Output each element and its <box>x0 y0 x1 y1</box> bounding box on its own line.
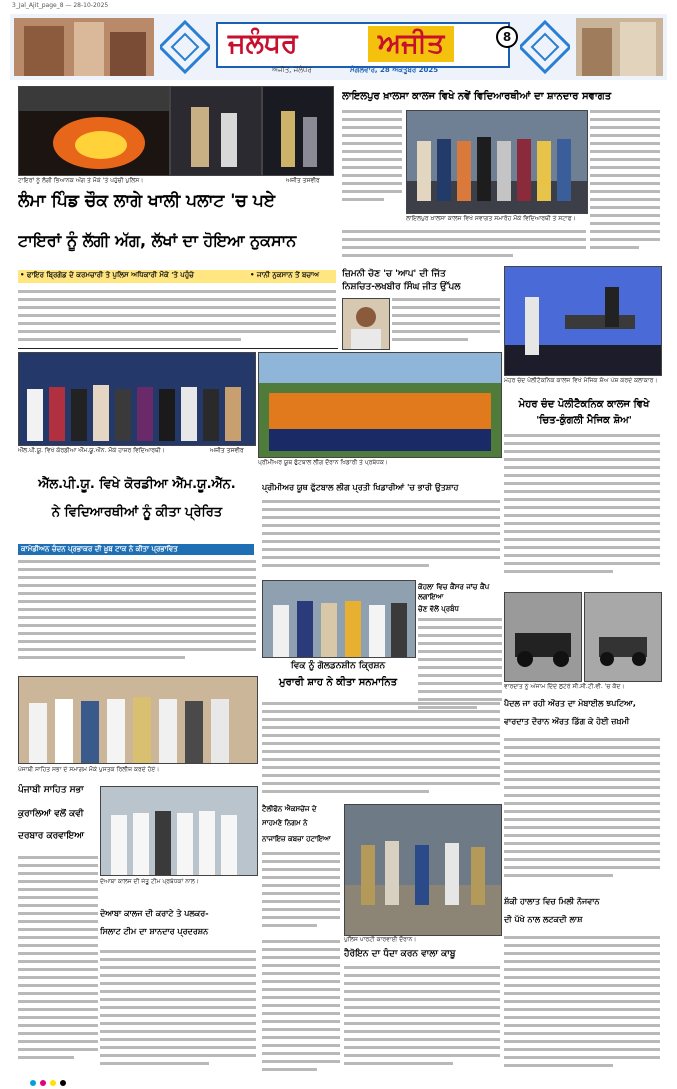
fire-subheads <box>18 270 336 283</box>
khalsa-body-left <box>342 110 402 210</box>
election-headline-2: ਨਿਸ਼ਚਿਤ-ਲਖਬੀਰ ਸਿੰਘ ਜੀਤ ਉੱਪਲ <box>342 282 461 292</box>
masthead <box>10 14 667 80</box>
election-headline-1: ਜ਼ਿਮਨੀ ਚੋਣ 'ਚ 'ਆਪ' ਦੀ ਜਿੱਤ <box>342 269 446 279</box>
magic-body <box>504 434 660 584</box>
reg-mark-yellow <box>50 1080 56 1086</box>
khalsa-body-bottom <box>342 230 586 262</box>
punjabi-sabha-body <box>18 856 98 1076</box>
building-body <box>262 852 340 932</box>
heroin-photo <box>344 804 502 936</box>
punjabi-sabha-photo <box>18 676 258 764</box>
reg-mark-magenta <box>40 1080 46 1086</box>
magic-show-photo <box>504 266 662 376</box>
body-found-body <box>504 936 660 1076</box>
fire-photographer: ਅਜੀਤ ਤਸਵੀਰ <box>286 177 320 184</box>
building-headline-1: ਟੈਲੀਫੋਨ ਐਕਸਚੇਂਜ ਦੇ <box>262 805 317 813</box>
masthead-right-photo <box>576 18 663 76</box>
page-number: 8 <box>496 26 518 48</box>
building-body-more <box>262 940 340 1076</box>
cordia-photographer: ਅਜੀਤ ਤਸਵੀਰ <box>210 447 244 454</box>
fire-body <box>18 290 336 348</box>
robbery-headline-1: ਪੈਦਲ ਜਾ ਰਹੀ ਔਰਤ ਦਾ ਮੋਬਾਈਲ ਝਪਟਿਆ, <box>504 699 636 708</box>
cordia-headline-2: ਨੇ ਵਿਦਿਆਰਥੀਆਂ ਨੂੰ ਕੀਤਾ ਪ੍ਰੇਰਿਤ <box>51 505 223 520</box>
masthead-date: ਮੰਗਲਵਾਰ, 28 ਅਕਤੂਬਰ 2025 <box>350 66 439 74</box>
punjabi-sabha-headline-2: ਕੁਰਾਲਿਆਂ ਵਲੋਂ ਕਵੀ <box>18 809 84 819</box>
fire-photo-right <box>262 86 334 176</box>
fire-photo-left <box>18 86 170 176</box>
khalsa-photo <box>406 110 588 214</box>
election-portrait <box>342 298 390 350</box>
punjabi-sabha-caption: ਪੰਜਾਬੀ ਸਾਹਿਤ ਸਭਾ ਦੇ ਸਮਾਗਮ ਮੌਕੇ ਪੁਸਤਕ ਰਿਲੀਜ਼ ਕਰਦੇ ਹੋਏ। <box>18 766 160 773</box>
khalsa-headline: ਲਾਇਲਪੁਰ ਖ਼ਾਲਸਾ ਕਾਲਜ ਵਿਖੇ ਨਵੇਂ ਵਿਦਿਆਰਥੀਆਂ ਦਾ ਸ਼ਾਨਦਾਰ ਸਵਾਗਤ <box>342 91 612 102</box>
print-header: 3_Jal_Ajit_page_8 — 28-10-2025 <box>12 2 109 9</box>
body-found-headline-2: ਦੀ ਪੱਖੇ ਨਾਲ ਲਟਕਦੀ ਲਾਸ਼ <box>504 915 583 924</box>
magic-headline-1: ਮੇਹਰ ਚੰਦ ਪੋਲੀਟੈਕਨਿਕ ਕਾਲਜ ਵਿਖੇ <box>518 399 650 410</box>
punjabi-sabha-headline-1: ਪੰਜਾਬੀ ਸਾਹਿਤ ਸਭਾ <box>18 785 84 795</box>
doaba-body <box>100 950 256 1076</box>
masthead-left-photo <box>14 18 154 76</box>
murari-side-head: ਕੋਹਲਾ ਵਿਚ ਕੈਂਸਰ ਜਾਂਚ ਕੈਂਪ ਲਗਾਇਆ <box>418 583 490 601</box>
murari-body <box>262 702 500 798</box>
doaba-caption: ਦੋਆਬਾ ਕਾਲਜ ਦੀ ਜੇਤੂ ਟੀਮ ਪ੍ਰਬੰਧਕਾਂ ਨਾਲ। <box>100 878 199 885</box>
cordia-headline-1: ਐੱਲ.ਪੀ.ਯੂ. ਵਿਖੇ ਕੋਰਡੀਆ ਐੱਮ.ਯੂ.ਐੱਨ. <box>38 477 236 492</box>
fire-sub-1: • ਫਾਇਰ ਬ੍ਰਿਗੇਡ ਦੇ ਕਰਮਚਾਰੀ ਤੇ ਪੁਲਿਸ ਅਧਿਕਾਰੀ ਮੌਕੇ 'ਤੇ ਪਹੁੰਚੇ <box>20 271 194 279</box>
reg-mark-cyan <box>30 1080 36 1086</box>
murari-photo <box>262 580 416 658</box>
football-photo <box>258 352 502 458</box>
cordia-caption: ਐੱਲ.ਪੀ.ਯੂ. ਵਿਖੇ ਕੋਰਡੀਆ ਐੱਮ.ਯੂ.ਐੱਨ. ਮੌਕੇ ਹਾਜ਼ਰ ਵਿਦਿਆਰਥੀ। <box>18 447 165 454</box>
robbery-body <box>504 738 660 888</box>
robbery-photo-1 <box>504 592 582 682</box>
reg-mark-black <box>60 1080 66 1086</box>
fire-headline-1: ਲੰਮਾ ਪਿੰਡ ਚੌਕ ਲਾਗੇ ਖਾਲੀ ਪਲਾਟ 'ਚ ਪਏ <box>18 191 276 211</box>
masthead-pattern-right <box>520 20 570 74</box>
fire-caption: ਟਾਇਰਾਂ ਨੂੰ ਲੱਗੀ ਭਿਆਨਕ ਅੱਗ ਤੇ ਮੌਕੇ 'ਤੇ ਪਹੁੰਚੀ ਪੁਲਿਸ। <box>18 177 144 184</box>
heroin-headline: ਹੈਰੋਇਨ ਦਾ ਧੰਦਾ ਕਰਨ ਵਾਲਾ ਕਾਬੂ <box>344 949 456 959</box>
heroin-caption: ਪੁਲਿਸ ਪਾਰਟੀ ਕਾਰਵਾਈ ਦੌਰਾਨ। <box>344 936 417 943</box>
doaba-photo <box>100 786 258 876</box>
football-body <box>262 500 500 574</box>
football-caption: ਪ੍ਰੀਮੀਅਰ ਯੂਥ ਫੁੱਟਬਾਲ ਲੀਗ ਦੌਰਾਨ ਖਿਡਾਰੀ ਤੇ ਪ੍ਰਬੰਧਕ। <box>258 459 389 466</box>
masthead-logo-box <box>216 22 510 68</box>
registration-marks <box>30 1080 650 1086</box>
fire-headline-2: ਟਾਇਰਾਂ ਨੂੰ ਲੱਗੀ ਅੱਗ, ਲੱਖਾਂ ਦਾ ਹੋਇਆ ਨੁਕਸਾਨ <box>18 231 297 250</box>
rule-1 <box>18 348 338 349</box>
fire-sub-2: • ਜਾਨੀ ਨੁਕਸਾਨ ਤੋਂ ਬਚਾਅ <box>250 271 320 279</box>
masthead-subtitle: ਅਜੀਤ, ਜਲੰਧਰ <box>272 66 312 74</box>
cordia-body <box>18 560 256 670</box>
magic-headline-2: 'ਚਿਤ-ਕੁੰਗਲੀ ਮੈਜਿਕ ਸ਼ੋਅ' <box>536 415 632 426</box>
murari-headline-1: ਵਿਕ ਨੂੰ ਗੋਲਡਨਸ਼ੀਨ ਕ੍ਰਿਸ਼ਨ <box>290 661 386 671</box>
body-found-headline-1: ਸ਼ੱਕੀ ਹਾਲਾਤ ਵਿਚ ਮਿਲੀ ਨੌਜਵਾਨ <box>504 897 600 906</box>
cordia-photo <box>18 352 256 446</box>
masthead-title-right: ਅਜੀਤ <box>368 26 454 62</box>
magic-caption: ਮੇਹਰ ਚੰਦ ਪੋਲੀਟੈਕਨਿਕ ਕਾਲਜ ਵਿਖੇ ਮੈਜਿਕ ਸ਼ੋਅ ਪੇਸ਼ ਕਰਦੇ ਕਲਾਕਾਰ। <box>504 377 658 384</box>
masthead-title-left: ਜਲੰਧਰ <box>228 28 298 59</box>
masthead-pattern-left <box>160 20 210 74</box>
doaba-headline-1: ਦੋਆਬਾ ਕਾਲਜ ਦੀ ਕਰਾਟੇ ਤੇ ਪਲਕਰ- <box>100 909 209 918</box>
murari-headline-2: ਮੁਰਾਰੀ ਸ਼ਾਹ ਨੇ ਕੀਤਾ ਸਨਮਾਨਿਤ <box>279 677 397 688</box>
football-headline: ਪ੍ਰੀਮੀਅਰ ਯੂਥ ਫੁੱਟਬਾਲ ਲੀਗ ਪ੍ਰਤੀ ਖਿਡਾਰੀਆਂ 'ਚ ਭਾਰੀ ਉਤਸ਼ਾਹ <box>262 483 459 492</box>
cordia-subhead: ਕਾਮੇਡੀਅਨ ਚੰਦਨ ਪ੍ਰਭਾਕਰ ਦੀ ਖ਼ੂਬ ਟਾਕ ਨੇ ਕੀਤਾ ਪ੍ਰਭਾਵਿਤ <box>18 544 254 555</box>
robbery-photo-2 <box>584 592 662 682</box>
doaba-headline-2: ਸਿਲਾਟ ਟੀਮ ਦਾ ਸ਼ਾਨਦਾਰ ਪ੍ਰਦਰਸ਼ਨ <box>100 927 209 936</box>
election-body <box>392 298 500 350</box>
heroin-body <box>344 966 500 1076</box>
fire-photo-middle <box>170 86 262 176</box>
murari-side-sub: ਚੋਣ ਵੱਲੋਂ ਪ੍ਰਬੰਧ <box>418 605 459 613</box>
robbery-caption: ਵਾਰਦਾਤ ਨੂੰ ਅੰਜਾਮ ਦਿੰਦੇ ਲੁਟੇਰੇ ਸੀ.ਸੀ.ਟੀ.ਵੀ. 'ਚ ਕੈਦ। <box>504 683 625 690</box>
punjabi-sabha-headline-3: ਦਰਬਾਰ ਕਰਵਾਇਆ <box>18 831 84 841</box>
building-headline-2: ਸਾਹਮਣੇ ਨਿਗਮ ਨੇ <box>262 819 308 827</box>
robbery-headline-2: ਵਾਰਦਾਤ ਦੌਰਾਨ ਔਰਤ ਡਿੱਗ ਕੇ ਹੋਈ ਜ਼ਖ਼ਮੀ <box>504 717 630 726</box>
khalsa-body-right <box>590 110 660 260</box>
khalsa-caption: ਲਾਇਲਪੁਰ ਖ਼ਾਲਸਾ ਕਾਲਜ ਵਿਖੇ ਸਵਾਗਤ ਸਮਾਰੋਹ ਮੌਕੇ ਵਿਦਿਆਰਥੀ ਤੇ ਸਟਾਫ। <box>406 215 576 222</box>
building-headline-3: ਨਾਜਾਇਜ਼ ਕਬਜ਼ਾ ਹਟਾਇਆ <box>262 835 331 843</box>
